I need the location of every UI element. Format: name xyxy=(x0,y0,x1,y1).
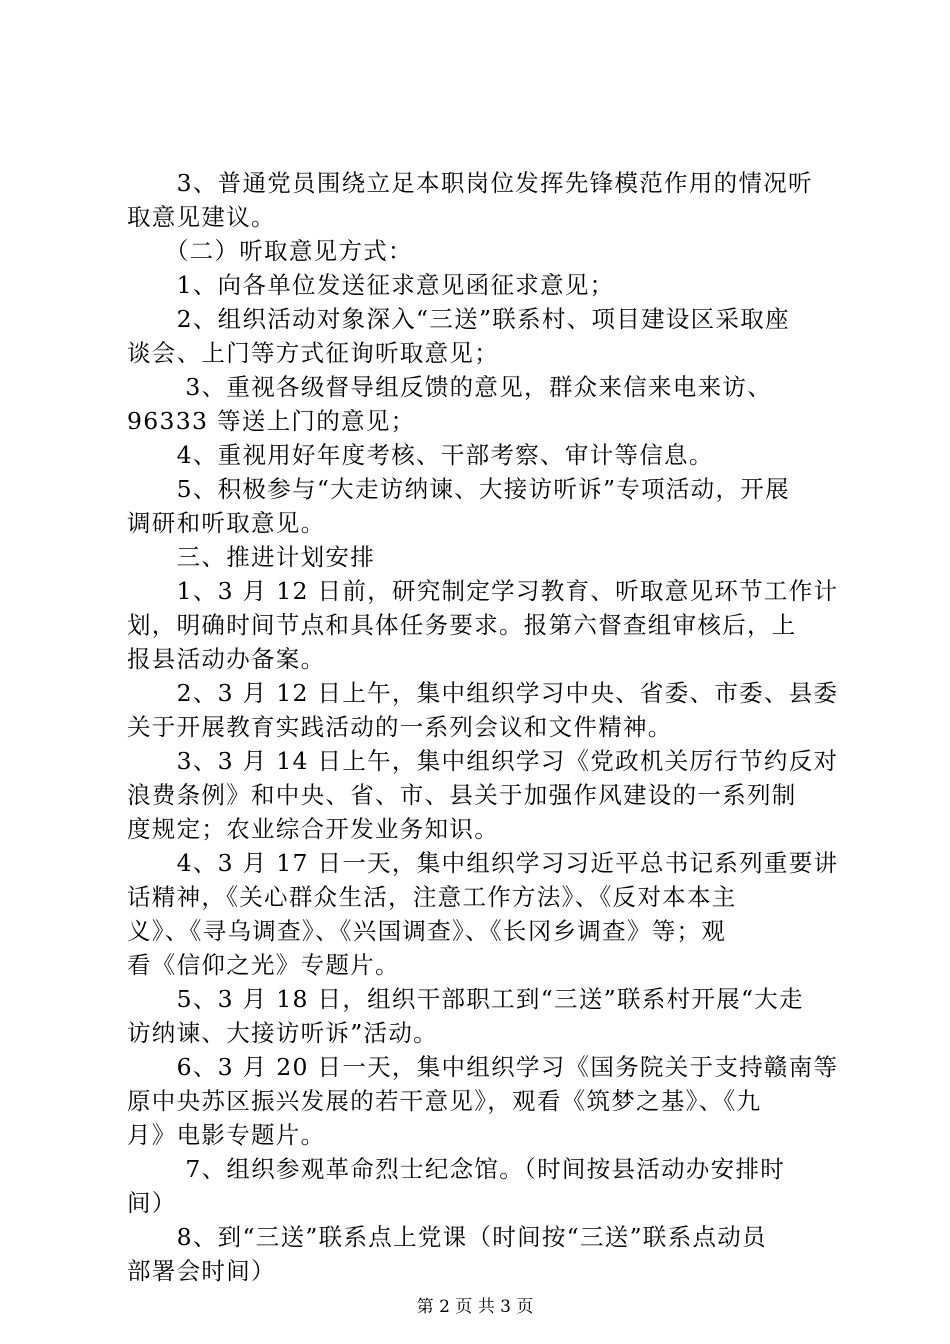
paragraph-line: 1、向各单位发送征求意见函征求意见； xyxy=(127,271,615,299)
paragraph-line: 5、3 月 18 日，组织干部职工到“三送”联系村开展“大走 xyxy=(127,985,804,1013)
paragraph-line: 3、重视各级督导组反馈的意见，群众来信来电来访、 xyxy=(127,373,773,401)
paragraph-line: 报县活动办备案。 xyxy=(127,645,326,673)
paragraph-line: 1、3 月 12 日前，研究制定学习教育、听取意见环节工作计 xyxy=(127,577,839,605)
paragraph-line: 部署会时间） xyxy=(127,1257,276,1285)
paragraph-line: 5、积极参与“大走访纳谏、大接访听诉”专项活动，开展 xyxy=(127,475,790,503)
paragraph-line: 96333 等送上门的意见； xyxy=(127,407,416,435)
page-number-footer: 第 2 页 共 3 页 xyxy=(416,1297,534,1317)
paragraph-line: 关于开展教育实践活动的一系列会议和文件精神。 xyxy=(127,713,673,741)
paragraph-line: 2、3 月 12 日上午，集中组织学习中央、省委、市委、县委 xyxy=(127,679,839,707)
paragraph-line: 访纳谏、大接访听诉”活动。 xyxy=(127,1019,438,1047)
section-heading: （二）听取意见方式： xyxy=(127,237,413,265)
paragraph-line: 度规定；农业综合开发业务知识。 xyxy=(127,815,499,843)
paragraph-line: 取意见建议。 xyxy=(127,203,276,231)
paragraph-line: 话精神，《关心群众生活，注意工作方法》、《反对本本主 xyxy=(127,883,737,911)
paragraph-line: 7、组织参观革命烈士纪念馆。（时间按县活动办安排时 xyxy=(127,1155,786,1183)
paragraph-line: 谈会、上门等方式征询听取意见； xyxy=(127,339,499,367)
section-heading: 三、推进计划安排 xyxy=(127,543,375,571)
paragraph-line: 4、3 月 17 日一天，集中组织学习习近平总书记系列重要讲 xyxy=(127,849,839,877)
paragraph-line: 调研和听取意见。 xyxy=(127,509,326,537)
paragraph-line: 2、组织活动对象深入“三送”联系村、项目建设区采取座 xyxy=(127,305,790,333)
paragraph-line: 原中央苏区振兴发展的若干意见》，观看《筑梦之基》、《九 xyxy=(127,1087,762,1115)
paragraph-line: 义》、《寻乌调查》、《兴国调查》、《长冈乡调查》等；观 xyxy=(127,917,727,945)
paragraph-line: 划，明确时间节点和具体任务要求。报第六督查组审核后，上 xyxy=(127,611,797,639)
paragraph-line: 3、普通党员围绕立足本职岗位发挥先锋模范作用的情况听 xyxy=(127,169,813,197)
paragraph-line: 间） xyxy=(127,1189,177,1217)
paragraph-line: 6、3 月 20 日一天，集中组织学习《国务院关于支持赣南等 xyxy=(127,1053,839,1081)
paragraph-line: 浪费条例》和中央、省、市、县关于加强作风建设的一系列制 xyxy=(127,781,797,809)
paragraph-line: 8、到“三送”联系点上党课（时间按“三送”联系点动员 xyxy=(127,1223,767,1251)
paragraph-line: 4、重视用好年度考核、干部考察、审计等信息。 xyxy=(127,441,714,469)
paragraph-line: 看《信仰之光》专题片。 xyxy=(127,951,400,979)
paragraph-line: 3、3 月 14 日上午，集中组织学习《党政机关厉行节约反对 xyxy=(127,747,839,775)
paragraph-line: 月》电影专题片。 xyxy=(127,1121,326,1149)
